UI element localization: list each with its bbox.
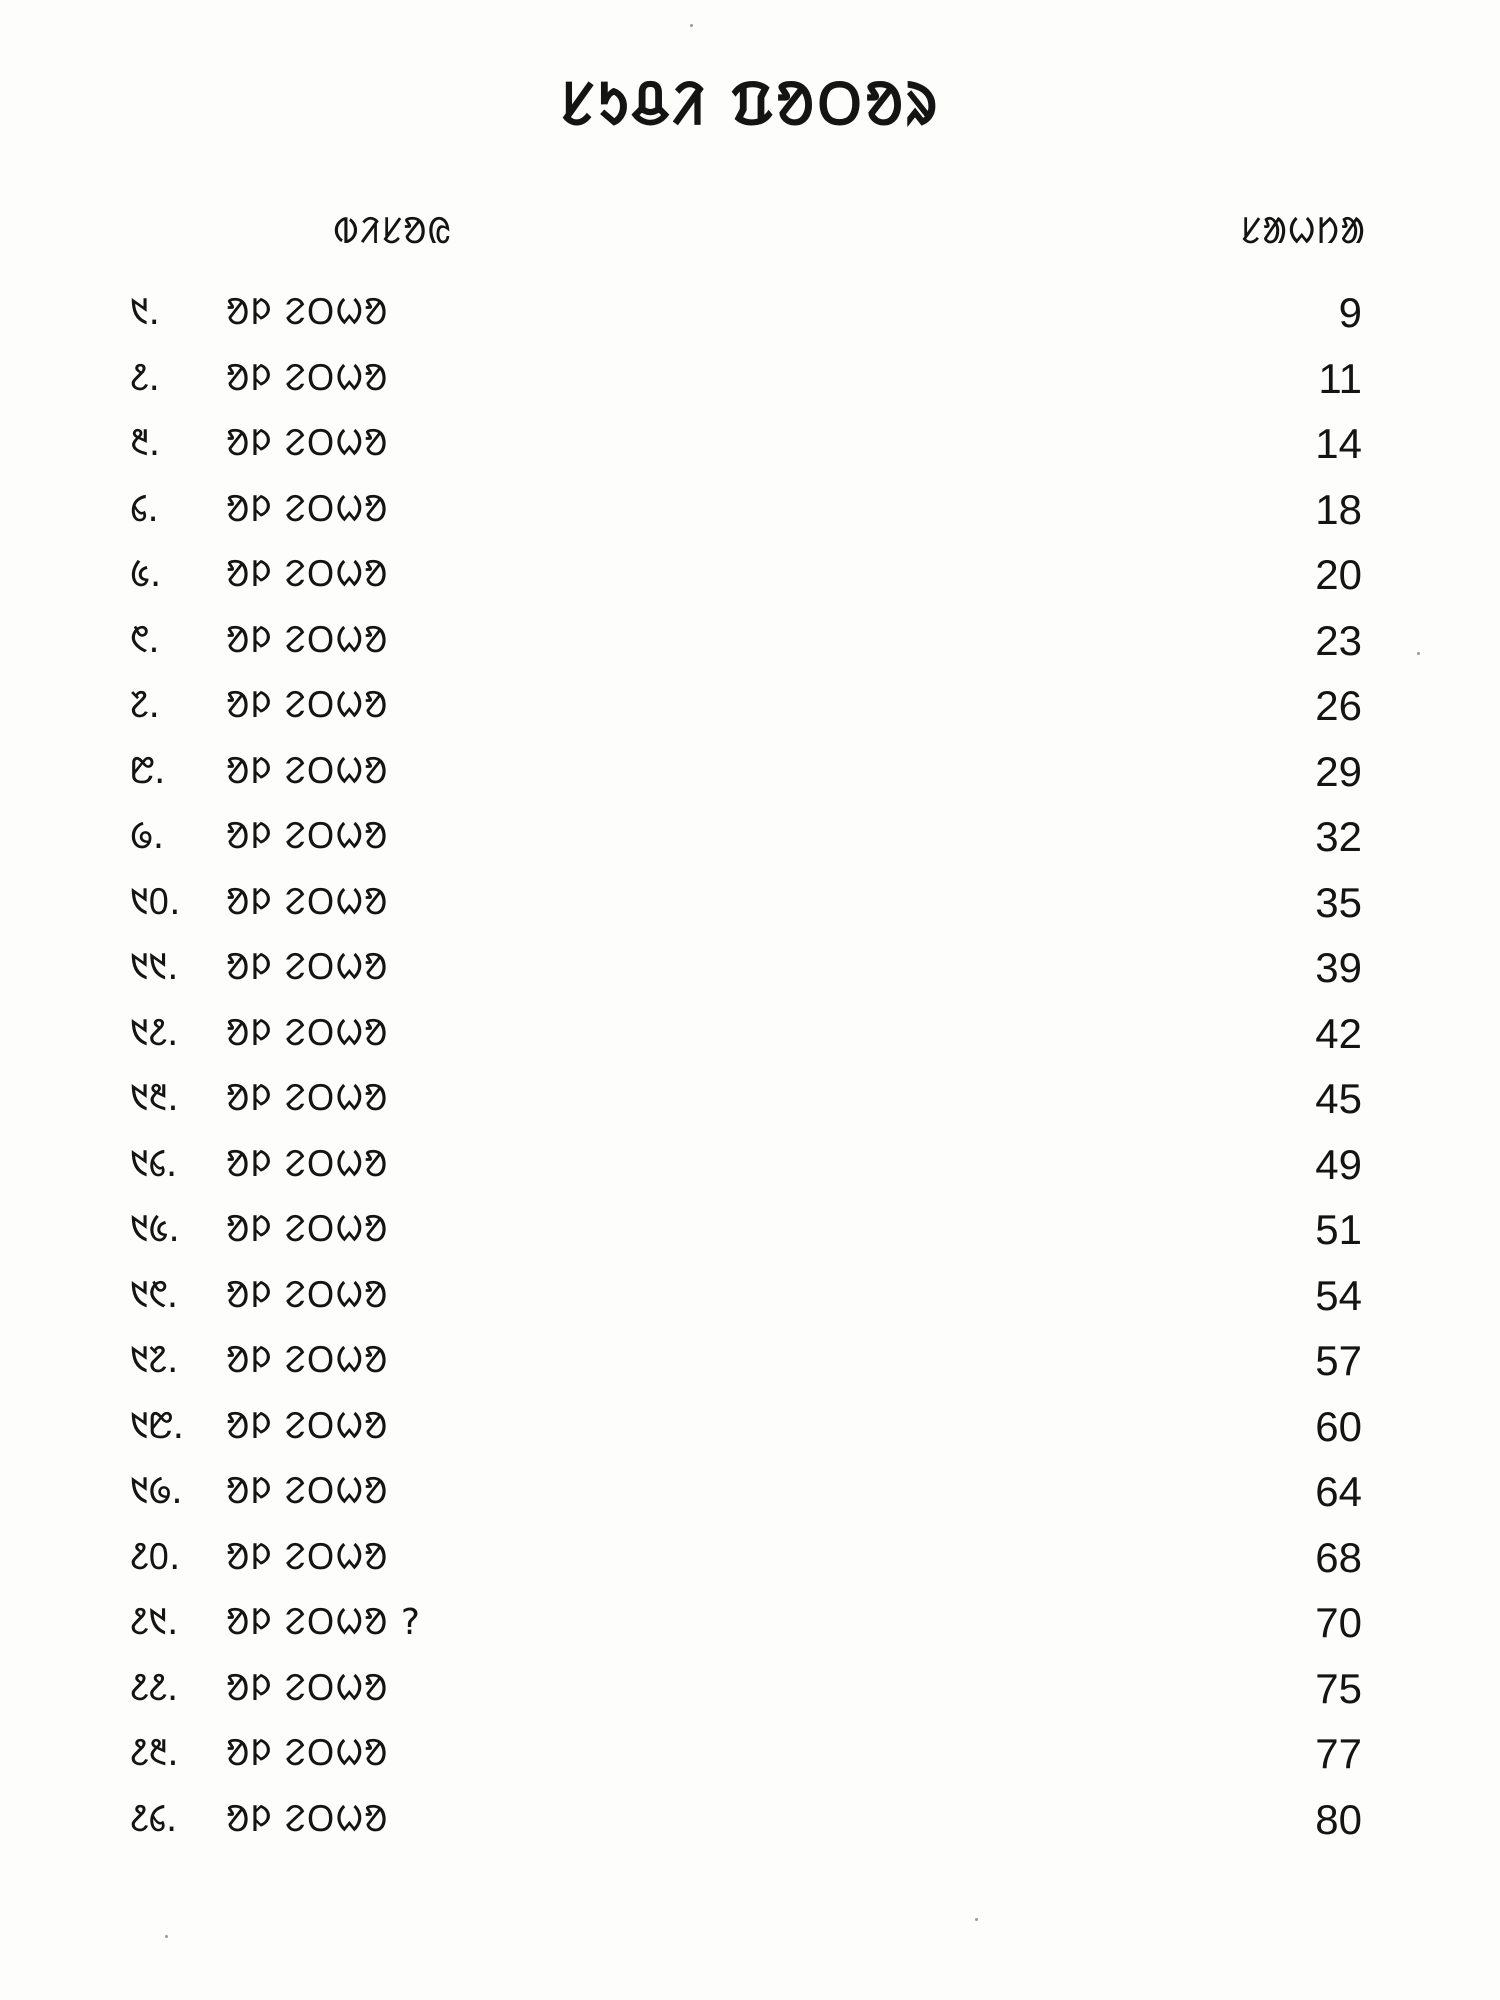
entry-number: ᱘. <box>130 750 166 792</box>
scan-speck <box>1417 652 1420 655</box>
toc-entry <box>0 1137 1500 1203</box>
entry-number: ᱑᱘. <box>130 1405 185 1447</box>
entry-title: ᱚᱞ ᱮᱛᱦᱚ <box>226 1078 389 1119</box>
entry-title: ᱚᱞ ᱮᱛᱦᱚ <box>226 1667 389 1709</box>
entry-page-number: 57 <box>1315 1337 1362 1384</box>
entry-page-number: 42 <box>1315 1009 1362 1057</box>
entry-page-number: 80 <box>1315 1795 1362 1843</box>
entry-title: ᱚᱞ ᱮᱛᱦᱚ <box>226 554 389 595</box>
entry-number: ᱑᱕. <box>130 1209 180 1250</box>
toc-entry <box>0 1071 1500 1137</box>
entry-number: ᱑᱐. <box>130 881 181 923</box>
page-title: ᱥᱩᱪᱤ ᱯᱚᱛᱚᱨ <box>559 70 941 138</box>
entry-title: ᱚᱞ ᱮᱛᱦᱚ <box>226 292 389 333</box>
toc-entry <box>0 482 1500 548</box>
entry-number: ᱒. <box>130 357 160 399</box>
entry-page-number: 26 <box>1315 682 1362 729</box>
entry-title: ᱚᱞ ᱮᱛᱦᱚ <box>226 423 389 464</box>
entry-title: ᱚᱞ ᱮᱛᱦᱚ <box>226 750 389 792</box>
entry-title: ᱚᱞ ᱮᱛᱦᱚ <box>226 1733 389 1774</box>
entry-number: ᱑᱗. <box>130 1340 179 1381</box>
entry-page-number: 32 <box>1315 813 1362 860</box>
entry-title: ᱚᱞ ᱮᱛᱦᱚ <box>226 947 389 988</box>
scan-speck <box>690 24 693 27</box>
entry-page-number: 35 <box>1315 878 1362 926</box>
toc-entry <box>0 1006 1500 1072</box>
toc-entry <box>0 678 1500 744</box>
toc-entry <box>0 1268 1500 1334</box>
entry-number: ᱗. <box>130 685 160 726</box>
entry-page-number: 14 <box>1315 420 1362 467</box>
entry-number: ᱕. <box>130 554 162 595</box>
entry-title: ᱚᱞ ᱮᱛᱦᱚ <box>226 1274 389 1316</box>
table-of-contents <box>0 285 1500 1857</box>
entry-page-number: 77 <box>1315 1730 1362 1777</box>
toc-entry <box>0 1333 1500 1399</box>
toc-entry <box>0 809 1500 875</box>
entry-page-number: 20 <box>1315 551 1362 598</box>
entry-number: ᱓. <box>130 423 161 464</box>
entry-title: ᱚᱞ ᱮᱛᱦᱚ <box>226 357 389 399</box>
entry-page-number: 64 <box>1315 1468 1362 1515</box>
toc-entry <box>0 744 1500 810</box>
toc-entry <box>0 940 1500 1006</box>
toc-entry <box>0 1530 1500 1596</box>
entry-page-number: 11 <box>1318 354 1362 402</box>
entry-page-number: 68 <box>1315 1533 1362 1581</box>
toc-entry <box>0 613 1500 679</box>
entry-title: ᱚᱞ ᱮᱛᱦᱚ <box>226 1798 389 1840</box>
entry-number: ᱒᱐. <box>130 1536 181 1578</box>
entry-title: ᱚᱞ ᱮᱛᱦᱚ <box>226 816 389 857</box>
entry-title: ᱚᱞ ᱮᱛᱦᱚ <box>226 685 389 726</box>
entry-page-number: 60 <box>1315 1402 1362 1450</box>
entry-number: ᱑᱒. <box>130 1012 179 1054</box>
toc-entry <box>0 1202 1500 1268</box>
page-column-header: ᱥᱟᱦᱴᱟ <box>1240 211 1367 252</box>
entry-title: ᱚᱞ ᱮᱛᱦᱚ <box>226 619 389 661</box>
entry-number: ᱙. <box>130 816 165 857</box>
toc-entry <box>0 875 1500 941</box>
toc-entry <box>0 351 1500 417</box>
entry-title: ᱚᱞ ᱮᱛᱦᱚ <box>226 1471 389 1512</box>
toc-entry <box>0 1399 1500 1465</box>
entry-page-number: 18 <box>1315 485 1362 533</box>
entry-page-number: 51 <box>1315 1206 1362 1253</box>
entry-number: ᱑᱑. <box>130 947 179 988</box>
entry-page-number: 75 <box>1315 1664 1362 1712</box>
entry-number: ᱑᱖. <box>130 1274 179 1316</box>
entry-page-number: 39 <box>1315 944 1362 991</box>
toc-entry <box>0 1792 1500 1858</box>
entry-title: ᱚᱞ ᱮᱛᱦᱚ <box>226 1209 389 1250</box>
subject-column-header: ᱵᱤᱥᱚᱭ <box>333 211 453 252</box>
entry-number: ᱑᱙. <box>130 1471 183 1512</box>
toc-entry <box>0 416 1500 482</box>
entry-page-number: 9 <box>1338 289 1362 336</box>
entry-page-number: 29 <box>1315 747 1362 795</box>
toc-entry <box>0 1661 1500 1727</box>
entry-title: ᱚᱞ ᱮᱛᱦᱚ <box>226 1143 389 1185</box>
entry-page-number: 70 <box>1315 1599 1362 1646</box>
scan-speck <box>975 1918 978 1921</box>
entry-number: ᱑. <box>130 292 160 333</box>
entry-title: ᱚᱞ ᱮᱛᱦᱚ <box>226 1340 389 1381</box>
entry-number: ᱑᱓. <box>130 1078 179 1119</box>
toc-entry <box>0 285 1500 351</box>
entry-title: ᱚᱞ ᱮᱛᱦᱚ <box>226 488 389 530</box>
entry-number: ᱖. <box>130 619 160 661</box>
toc-entry <box>0 1595 1500 1661</box>
entry-number: ᱒᱔. <box>130 1798 178 1840</box>
entry-page-number: 23 <box>1315 616 1362 664</box>
toc-entry <box>0 1726 1500 1792</box>
scan-speck <box>165 1935 168 1938</box>
entry-page-number: 45 <box>1315 1075 1362 1122</box>
entry-title: ᱚᱞ ᱮᱛᱦᱚ <box>226 1536 389 1578</box>
entry-number: ᱒᱒. <box>130 1667 179 1709</box>
entry-title: ᱚᱞ ᱮᱛᱦᱚ ? <box>226 1602 421 1643</box>
entry-number: ᱒᱑. <box>130 1602 179 1643</box>
entry-title: ᱚᱞ ᱮᱛᱦᱚ <box>226 881 389 923</box>
entry-title: ᱚᱞ ᱮᱛᱦᱚ <box>226 1012 389 1054</box>
entry-number: ᱔. <box>130 488 159 530</box>
entry-page-number: 49 <box>1315 1140 1362 1188</box>
entry-page-number: 54 <box>1315 1271 1362 1319</box>
entry-title: ᱚᱞ ᱮᱛᱦᱚ <box>226 1405 389 1447</box>
entry-number: ᱑᱔. <box>130 1143 178 1185</box>
toc-entry <box>0 547 1500 613</box>
toc-entry <box>0 1464 1500 1530</box>
entry-number: ᱒᱓. <box>130 1733 179 1774</box>
